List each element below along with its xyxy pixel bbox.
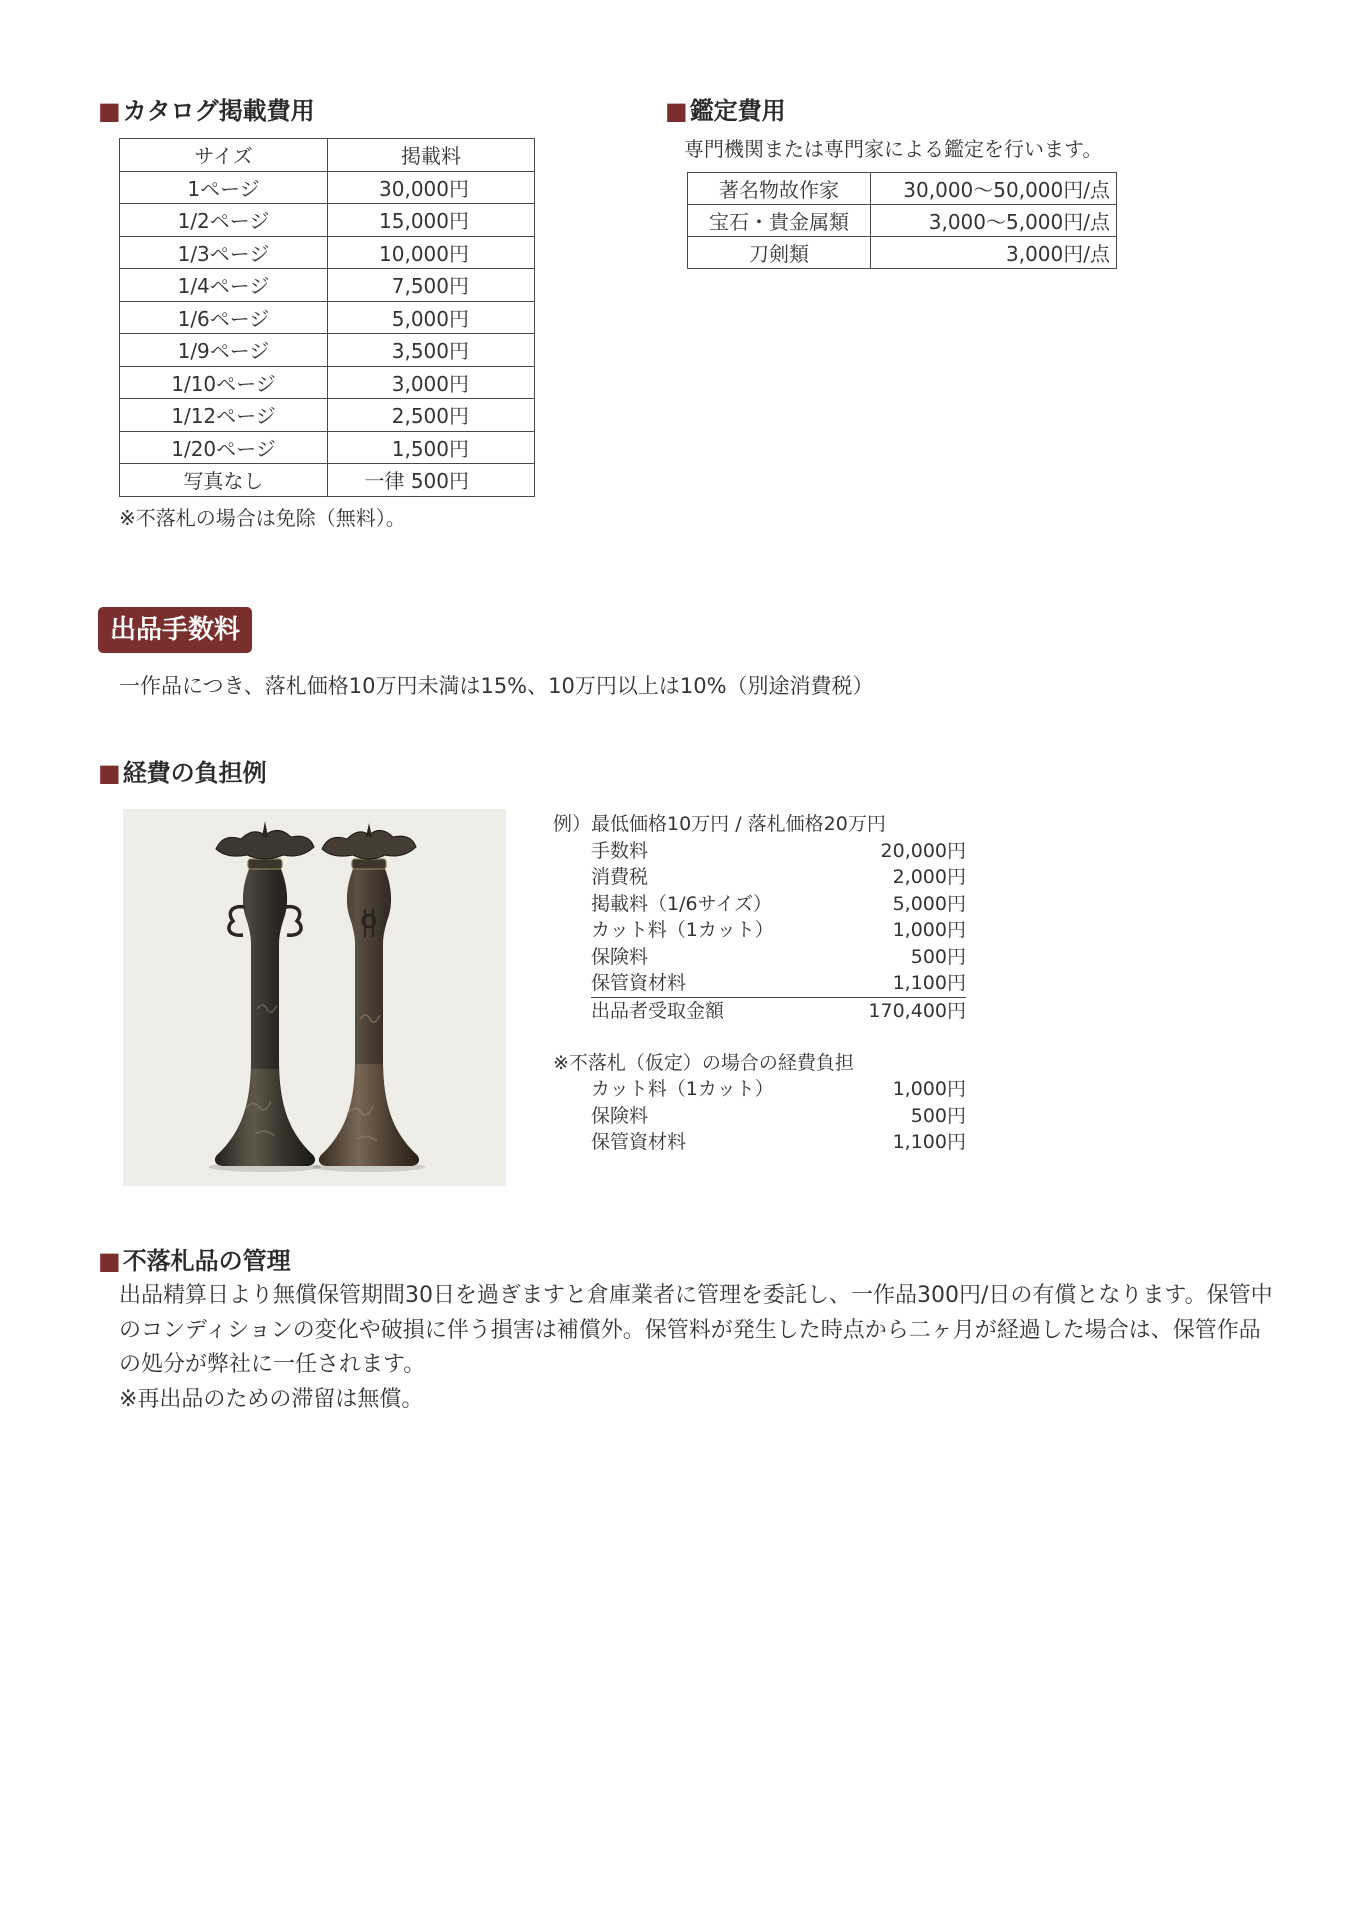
size-cell: 1/12ページ — [120, 399, 328, 432]
catalog-fee-heading — [98, 97, 315, 125]
table-header-row — [120, 139, 535, 172]
appraisal-price-cell: 3,000円/点 — [871, 237, 1117, 269]
fee-cell: 2,500円 — [328, 399, 535, 432]
spacer — [553, 1023, 966, 1050]
expense-amount: 500円 — [910, 945, 966, 968]
fee-cell: 30,000円 — [328, 171, 535, 204]
unsold-management-heading — [98, 1247, 291, 1275]
appraisal-price-cell: 3,000〜5,000円/点 — [871, 205, 1117, 237]
table-row — [688, 173, 1117, 205]
table-row — [688, 205, 1117, 237]
size-cell: 1/10ページ — [120, 366, 328, 399]
size-cell: 1/6ページ — [120, 301, 328, 334]
item-kind-cell: 宝石・貴金属類 — [688, 205, 871, 237]
candlestick-left — [209, 821, 321, 1172]
table-row — [688, 237, 1117, 269]
expense-example-heading — [98, 759, 267, 787]
size-cell: 1/9ページ — [120, 334, 328, 367]
heading-marker: ■ — [98, 97, 121, 125]
expense-label: 保険料 — [591, 1104, 649, 1127]
appraisal-fee-table — [687, 172, 1117, 269]
expense-row — [591, 864, 966, 891]
expense-label: 保管資材料 — [591, 972, 687, 994]
table-row — [120, 236, 535, 269]
expense-amount: 1,100円 — [892, 972, 966, 994]
expense-row — [591, 944, 966, 971]
table-row — [120, 171, 535, 204]
expense-amount: 1,000円 — [892, 1078, 966, 1100]
table-row — [120, 399, 535, 432]
fee-cell: 3,500円 — [328, 334, 535, 367]
expense-amount: 1,000円 — [892, 919, 966, 941]
unsold-management-heading-text: 不落札品の管理 — [122, 1247, 291, 1275]
table-row — [120, 204, 535, 237]
item-kind-cell: 著名物故作家 — [688, 173, 871, 205]
example-title: 例）最低価格10万円 / 落札価格20万円 — [553, 813, 886, 835]
expense-example-breakdown — [553, 811, 966, 1156]
fee-cell: 3,000円 — [328, 366, 535, 399]
expense-row — [591, 891, 966, 918]
heading-marker: ■ — [98, 1247, 121, 1275]
size-cell: 1/2ページ — [120, 204, 328, 237]
size-cell: 1/20ページ — [120, 431, 328, 464]
total-amount: 170,400円 — [868, 999, 966, 1022]
table-row — [120, 431, 535, 464]
expense-label: 手数料 — [591, 839, 649, 862]
fee-cell: 7,500円 — [328, 269, 535, 302]
expense-example-heading-text: 経費の負担例 — [122, 759, 267, 787]
appraisal-description: 専門機関または専門家による鑑定を行います。 — [684, 137, 1103, 161]
expense-row — [591, 970, 966, 997]
size-cell: 1/3ページ — [120, 236, 328, 269]
paragraph-line: 出品精算日より無償保管期間30日を過ぎますと倉庫業者に管理を委託し、一作品300円/日の有償となります。保管中 — [119, 1283, 1273, 1308]
heading-marker: ■ — [98, 759, 121, 787]
size-cell: 写真なし — [120, 464, 328, 497]
expense-row — [591, 838, 966, 865]
candlestick-illustration — [123, 809, 506, 1186]
commission-badge: 出品手数料 — [98, 607, 252, 653]
paragraph-line: の処分が弊社に一任されます。 — [119, 1352, 426, 1377]
table-row — [120, 366, 535, 399]
fee-cell: 10,000円 — [328, 236, 535, 269]
candlestick-right — [313, 823, 425, 1172]
total-label: 出品者受取金額 — [591, 999, 725, 1022]
fee-cell: 一律 500円 — [328, 464, 535, 497]
heading-marker: ■ — [665, 97, 688, 125]
catalog-fee-table — [119, 138, 535, 497]
expense-total-row — [591, 997, 966, 1024]
unsold-management-body — [119, 1279, 1273, 1417]
column-header-size: サイズ — [120, 139, 328, 172]
expense-label: カット料（1カット） — [591, 1078, 774, 1100]
catalog-fee-heading-text: カタログ掲載費用 — [122, 97, 315, 125]
item-kind-cell: 刀剣類 — [688, 237, 871, 269]
size-cell: 1ページ — [120, 171, 328, 204]
candlestick-photo — [123, 809, 506, 1186]
fee-cell: 1,500円 — [328, 431, 535, 464]
expense-label: 保険料 — [591, 945, 649, 968]
size-cell: 1/4ページ — [120, 269, 328, 302]
unsold-management-note: ※再出品のための滞留は無償。 — [119, 1386, 424, 1412]
expense-label: カット料（1カット） — [591, 919, 774, 941]
catalog-fee-note: ※不落札の場合は免除（無料）。 — [119, 506, 406, 530]
fee-cell: 5,000円 — [328, 301, 535, 334]
expense-amount: 2,000円 — [892, 866, 966, 888]
appraisal-fee-heading — [665, 97, 786, 125]
expense-amount: 5,000円 — [892, 892, 966, 915]
unsold-expense-title: ※不落札（仮定）の場合の経費負担 — [553, 1051, 854, 1074]
expense-label: 消費税 — [591, 866, 649, 888]
table-row — [120, 301, 535, 334]
expense-label: 掲載料（1/6サイズ） — [591, 892, 773, 915]
commission-text: 一作品につき、落札価格10万円未満は15%、10万円以上は10%（別途消費税） — [119, 674, 874, 698]
expense-label: 保管資材料 — [591, 1131, 687, 1153]
appraisal-price-cell: 30,000〜50,000円/点 — [871, 173, 1117, 205]
table-row — [120, 464, 535, 497]
expense-amount: 1,100円 — [892, 1131, 966, 1153]
table-row — [120, 269, 535, 302]
unsold-expense-row — [591, 1129, 966, 1156]
expense-amount: 20,000円 — [880, 839, 966, 862]
fee-cell: 15,000円 — [328, 204, 535, 237]
table-row — [120, 334, 535, 367]
expense-amount: 500円 — [910, 1104, 966, 1127]
unsold-expense-row — [591, 1103, 966, 1130]
paragraph-line: のコンディションの変化や破損に伴う損害は補償外。保管料が発生した時点から二ヶ月が経過した場合は、保管作品 — [119, 1317, 1261, 1343]
expense-row — [591, 917, 966, 944]
appraisal-fee-heading-text: 鑑定費用 — [689, 97, 786, 125]
unsold-expense-row — [591, 1076, 966, 1103]
column-header-fee: 掲載料 — [328, 139, 535, 172]
